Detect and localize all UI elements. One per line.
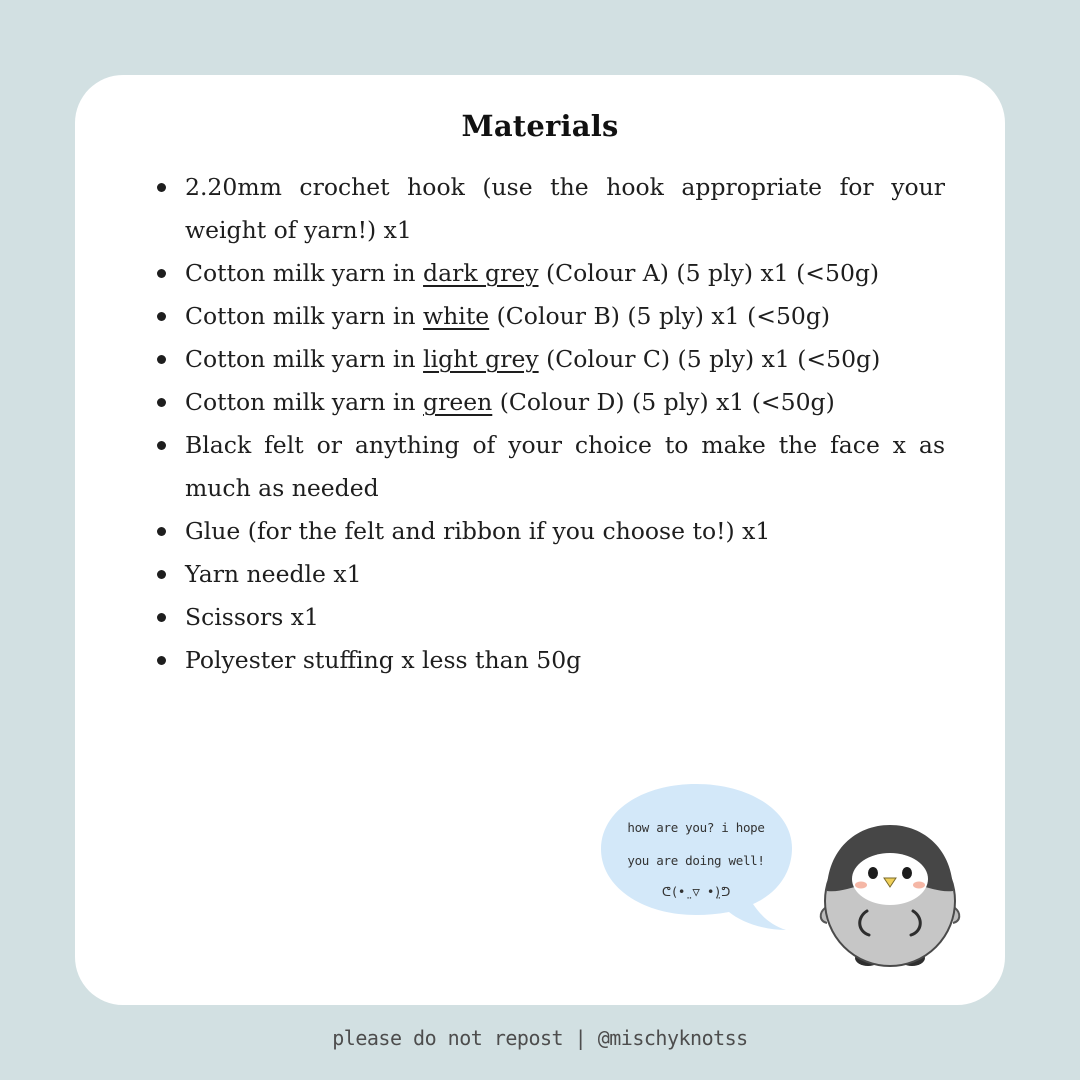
item-prefix: Cotton milk yarn in: [185, 345, 424, 373]
colour-name: dark grey: [423, 259, 539, 287]
footer-credit: please do not repost | @mischyknotss: [332, 1026, 748, 1050]
bullet-icon: [157, 269, 166, 278]
item-suffix: (Colour B) (5 ply) x1 (<50g): [489, 302, 831, 330]
list-item: [185, 639, 945, 682]
materials-list: [185, 166, 945, 682]
item-prefix: Cotton milk yarn in: [185, 302, 424, 330]
list-item: [185, 596, 945, 639]
bullet-icon: [157, 355, 166, 364]
item-text: Polyester stuffing x less than 50g: [185, 646, 582, 674]
bullet-icon: [157, 441, 166, 450]
item-suffix: (Colour C) (5 ply) x1 (<50g): [538, 345, 881, 373]
list-item: [185, 166, 945, 252]
bullet-icon: [157, 183, 166, 192]
item-text: Scissors x1: [185, 603, 320, 631]
bullet-icon: [157, 570, 166, 579]
page-title: Materials: [461, 109, 619, 143]
item-text: Yarn needle x1: [185, 560, 362, 588]
speech-bubble: [601, 782, 798, 912]
item-suffix: (Colour D) (5 ply) x1 (<50g): [492, 388, 835, 416]
list-item: [185, 338, 945, 381]
list-item: [185, 424, 945, 510]
colour-name: green: [423, 388, 493, 416]
bullet-icon: [157, 398, 166, 407]
bullet-icon: [157, 527, 166, 536]
penguin-icon: [815, 813, 965, 973]
list-item: [185, 381, 945, 424]
bubble-kaomoji: ᕦ(•̤ ▽ •̤)ᕤ: [661, 884, 731, 899]
item-prefix: Cotton milk yarn in: [185, 259, 424, 287]
list-item: [185, 252, 945, 295]
list-item: [185, 553, 945, 596]
item-prefix: Cotton milk yarn in: [185, 388, 424, 416]
bubble-text-line: how are you? i hope: [627, 820, 765, 835]
bullet-icon: [157, 312, 166, 321]
bullet-icon: [157, 613, 166, 622]
colour-name: light grey: [423, 345, 539, 373]
list-item: [185, 295, 945, 338]
item-text: Black felt or anything of your choice to make the face x as much as needed: [185, 431, 945, 502]
item-text: Glue (for the felt and ribbon if you choose to!) x1: [185, 517, 771, 545]
bubble-text-line: you are doing well!: [627, 853, 765, 868]
item-suffix: (Colour A) (5 ply) x1 (<50g): [538, 259, 880, 287]
colour-name: white: [423, 302, 490, 330]
materials-card: [75, 75, 1005, 1005]
item-text: 2.20mm crochet hook (use the hook appropriate for your weight of yarn!) x1: [185, 173, 945, 244]
bullet-icon: [157, 656, 166, 665]
list-item: [185, 510, 945, 553]
